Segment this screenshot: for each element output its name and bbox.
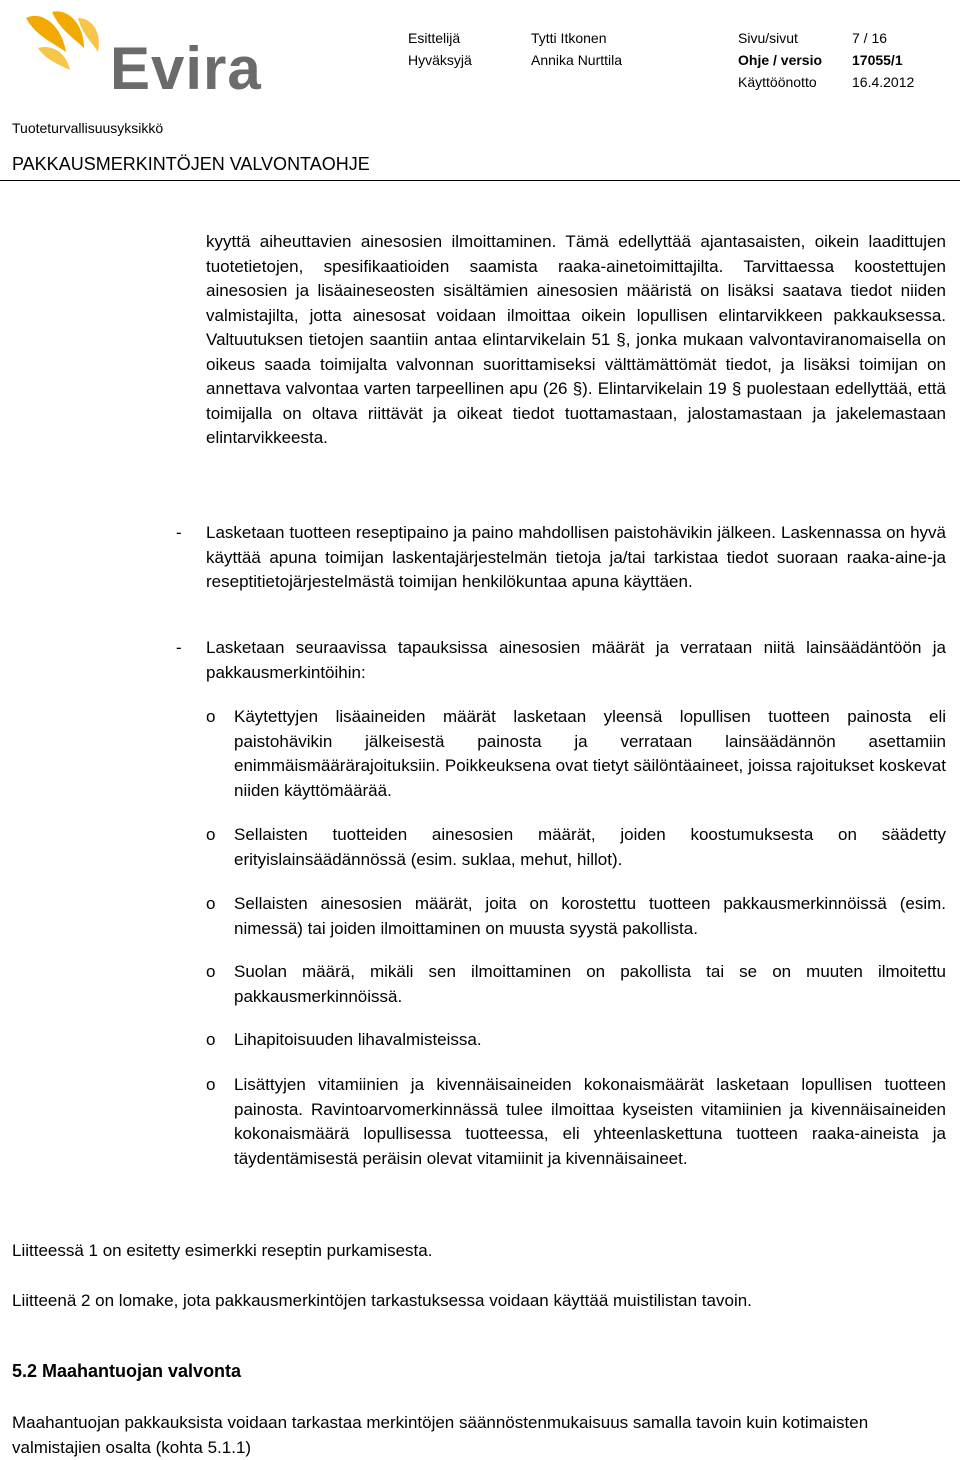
dash-item-2: Lasketaan seuraavissa tapauksissa ainesosien määrät ja verrataan niitä lainsäädäntöön ja pakkausmerkintöihin: xyxy=(206,638,946,682)
label-pages: Sivu/sivut xyxy=(738,30,798,46)
sub-1-mark: o xyxy=(206,707,216,726)
label-version: Ohje / versio xyxy=(738,52,823,68)
paragraph-last: Maahantuojan pakkauksista voidaan tarkastaa merkintöjen säännöstenmukaisuus samalla tavoin kuin kotimaisten valmistajien osalta (kohta 5.1.1) xyxy=(12,1413,869,1457)
label-approver: Hyväksyjä xyxy=(408,52,472,68)
sub-item: Lisättyjen vitamiinien ja kivennäisaineiden kokonaismäärät lasketaan lopullisen tuotteen painosta. Ravintoarvomerkinnässä tulee ilmoittaa kyseisten vitamiinien ja kivennäisaineiden kokonaismäärä lopullisessa tuotteessa, eli yhteenlaskettuna tuotteen raaka-aineista ja täydentämisestä peräisin olevat vitamiinit ja kivennäisaineet. xyxy=(234,1075,946,1168)
dash-item-1: Lasketaan tuotteen reseptipaino ja paino mahdollisen paistohävikin jälkeen. Laskennassa on hyvä käyttää apuna toimijan laskentajärjestelmän tietoja ja/tai tarkistaa tiedot suoraan raaka-aine-ja reseptitietojärjestelmästä toimijan henkilökuntaa apuna käyttäen. xyxy=(206,523,946,591)
dash-1-mark: - xyxy=(176,523,182,542)
sub-item: Sellaisten ainesosien määrät, joita on korostettu tuotteen pakkausmerkinnöissä (esim. nimessä) tai joiden ilmoittaminen on muusta syystä pakollista. xyxy=(234,894,946,938)
dash-2-mark: - xyxy=(176,638,182,657)
sub-item: Käytettyjen lisäaineiden määrät lasketaan yleensä lopullisen tuotteen painosta eli paistohävikin jälkeisestä painosta ja verrataan lainsäädännön asettamiin enimmäismäärärajoituksiin. Poikkeuksena ovat tietyt säilöntäaineet, joissa rajoitukset koskevat niiden käyttömäärää. xyxy=(234,707,946,800)
value-version: 17055/1 xyxy=(852,52,903,68)
sub-3-mark: o xyxy=(206,894,216,913)
unit-name: Tuoteturvallisuusyksikkö xyxy=(12,120,164,136)
doc-title: PAKKAUSMERKINTÖJEN VALVONTAOHJE xyxy=(12,154,370,174)
attachment-note-2: Liitteenä 2 on lomake, jota pakkausmerkintöjen tarkastuksessa voidaan käyttää muistilistan tavoin. xyxy=(12,1291,752,1310)
attachment-note-1: Liitteessä 1 on esitetty esimerkki reseptin purkamisesta. xyxy=(12,1241,433,1260)
paragraph-1: kyyttä aiheuttavien ainesosien ilmoittaminen. Tämä edellyttää ajantasaisten, oikein laadittujen tuotetietojen, spesifikaatioiden saamista raaka-ainetoimittajilta. Tarvittaessa koostettujen ainesosien ja lisäaineseosten sisältämien ainesosien määristä on lisäksi saatava tiedot niiden valmistajilta, jotta ainesosat voidaan ilmoittaa oikein lopullisen elintarvikkeen pakkauksessa. Valtuutuksen tietojen saantiin antaa elintarvikelain 51 §, jonka mukaan valvontaviranomaisella on oikeus saada toimijalta valvonnan suorittamiseksi välttämättömät tiedot, ja lisäksi toimijan on annettava valvontaa varten tarpeellinen apu (26 §). Elintarvikelain 19 § puolestaan edellyttää, että toimijalla on oltava riittävät ja oikeat tiedot tuottamastaan, jalostamastaan ja jakelemastaan elintarvikkeesta. xyxy=(206,232,946,447)
value-approver: Annika Nurttila xyxy=(531,52,623,68)
header-divider xyxy=(0,180,960,181)
label-presenter: Esittelijä xyxy=(408,30,461,46)
value-pages: 7 / 16 xyxy=(852,30,888,46)
value-presenter: Tytti Itkonen xyxy=(531,30,607,46)
sub-6-mark: o xyxy=(206,1075,216,1094)
sub-item: Lihapitoisuuden lihavalmisteissa. xyxy=(234,1030,482,1049)
sub-item: Suolan määrä, mikäli sen ilmoittaminen on pakollista tai se on muuten ilmoitettu pakkausmerkinnöissä. xyxy=(234,962,946,1006)
sub-5-mark: o xyxy=(206,1030,216,1049)
sub-item: Sellaisten tuotteiden ainesosien määrät, joiden koostumuksesta on säädetty erityislainsäädännössä (esim. suklaa, mehut, hillot). xyxy=(234,825,946,869)
label-deployment: Käyttöönotto xyxy=(738,74,817,90)
evira-logo xyxy=(22,8,282,102)
logo-text: Evira xyxy=(110,35,262,102)
sub-4-mark: o xyxy=(206,962,216,981)
sub-2-mark: o xyxy=(206,825,216,844)
section-heading-5-2: 5.2 Maahantuojan valvonta xyxy=(12,1361,242,1381)
value-deployment: 16.4.2012 xyxy=(852,74,915,90)
